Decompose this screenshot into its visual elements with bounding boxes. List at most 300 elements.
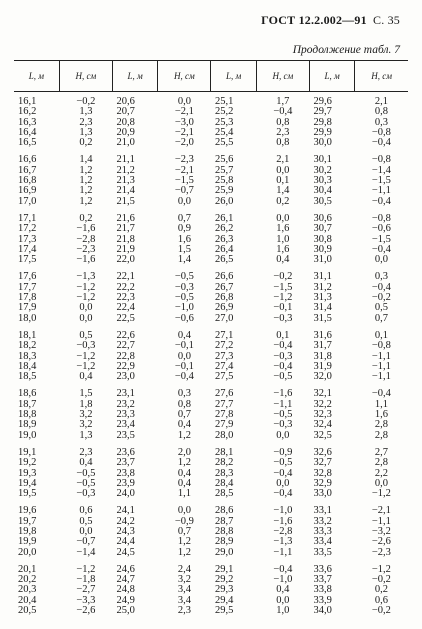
group-spacer [14,558,408,565]
length-cell: 16,9 [18,185,37,197]
height-cell: −1,1 [371,371,391,383]
length-cell: 31,2 [313,281,332,293]
height-cell: 1,0 [276,233,290,245]
height-cell: −0,6 [174,312,194,324]
length-cell: 19,3 [18,467,37,479]
length-cell: 24,5 [116,546,135,558]
height-cell: 3,2 [177,574,191,586]
height-cell: 1,2 [177,457,191,469]
height-cell: −0,4 [273,488,293,500]
height-cell: 2,3 [79,116,93,128]
length-cell: 24,2 [116,515,135,527]
height-cell: −1,5 [174,175,194,187]
height-cell: 2,8 [374,457,388,469]
length-cell: 20,9 [116,126,135,138]
table-header-row [14,61,408,92]
length-cell: 24,8 [116,584,135,596]
height-cell: 1,5 [79,388,93,400]
length-cell: 21,4 [116,185,135,197]
height-cell: −0,3 [273,312,293,324]
height-cell: −0,8 [371,126,391,138]
height-cell: −1,1 [273,398,293,410]
height-cell: −0,9 [273,446,293,458]
height-cell: −1,2 [76,292,96,304]
length-cell: 29,3 [214,584,234,596]
column-header: L, м [309,61,354,92]
length-cell: 21,1 [116,154,135,166]
height-cell: −0,3 [76,340,96,352]
height-cell: 0,3 [374,116,388,128]
height-cell: 0,8 [374,106,388,118]
length-cell: 31,4 [313,302,332,314]
length-cell: 21,3 [116,175,135,187]
table-row [14,606,408,616]
height-cell: 0,4 [79,371,93,383]
height-cell: 0,0 [374,254,388,266]
table-row [14,489,408,499]
length-cell: 17,9 [18,302,37,314]
height-cell: 0,5 [374,302,388,314]
length-cell: 31,5 [313,312,332,324]
group-spacer [14,382,408,389]
table-row [14,314,408,324]
height-cell: −0,4 [371,388,391,400]
height-cell: −1,0 [273,505,293,517]
height-cell: −0,2 [371,574,391,586]
length-cell: 21,9 [116,243,135,255]
length-cell: 24,1 [116,505,135,517]
length-cell: 21,6 [116,212,135,224]
length-cell: 32,9 [313,477,332,489]
length-cell: 19,4 [18,477,37,489]
height-cell: 0,3 [374,271,388,283]
length-cell: 23,1 [116,388,135,400]
height-cell: −1,0 [273,574,293,586]
table-row [14,118,408,128]
height-cell: 1,2 [79,185,93,197]
table-row [14,548,408,558]
table-row [14,303,408,313]
height-cell: −1,5 [371,233,391,245]
length-cell: 33,1 [313,505,332,517]
table-row [14,372,408,382]
height-cell: 0,0 [276,429,290,441]
height-cell: 0,5 [79,329,93,341]
length-cell: 31,7 [313,340,332,352]
column-header: H, см [256,61,309,92]
height-cell: 0,0 [177,96,191,107]
height-cell: −1,2 [76,281,96,293]
table-row [14,214,408,224]
length-cell: 21,7 [116,223,135,235]
height-cell: −0,4 [273,340,293,352]
length-cell: 17,5 [18,254,37,266]
length-cell: 24,4 [116,536,135,548]
height-cell: 1,2 [177,429,191,441]
length-cell: 16,4 [18,126,37,138]
height-cell: 0,0 [276,164,290,176]
length-cell: 17,3 [18,233,37,245]
height-cell: 1,2 [79,164,93,176]
length-cell: 18,1 [18,329,37,341]
height-cell: 0,8 [177,398,191,410]
table-row [14,176,408,186]
length-cell: 17,7 [18,281,37,293]
height-cell: 2,3 [177,605,191,617]
length-cell: 17,8 [18,292,37,304]
length-cell: 31,9 [313,360,332,372]
height-cell: 0,7 [177,525,191,537]
group-spacer [14,441,408,448]
length-cell: 32,4 [313,419,332,431]
height-cell: 3,4 [177,584,191,596]
table-row [14,92,408,108]
table-row [14,224,408,234]
group-spacer [14,265,408,272]
column-header: L, м [112,61,157,92]
height-cell: −2,1 [174,164,194,176]
length-cell: 22,9 [116,360,135,372]
group-spacer [14,499,408,506]
length-cell: 21,0 [116,137,135,149]
height-cell: 2,2 [374,467,388,479]
height-cell: −2,1 [371,505,391,517]
length-cell: 20,1 [18,563,37,575]
length-cell: 24,3 [116,525,135,537]
length-cell: 26,3 [214,233,234,245]
length-cell: 19,9 [18,536,37,548]
length-cell: 29,1 [214,563,234,575]
length-cell: 17,1 [18,212,37,224]
length-cell: 33,2 [313,515,332,527]
length-cell: 28,8 [214,525,234,537]
length-cell: 18,9 [18,419,37,431]
length-cell: 17,2 [18,223,37,235]
height-cell: 0,7 [177,212,191,224]
height-cell: −1,8 [76,574,96,586]
length-cell: 28,0 [214,429,234,441]
height-cell: 0,8 [276,137,290,149]
table-row [14,565,408,575]
height-cell: −2,8 [273,525,293,537]
length-cell: 23,4 [116,419,135,431]
length-cell: 16,2 [18,106,37,118]
length-cell: 27,4 [214,360,234,372]
length-cell: 28,3 [214,467,234,479]
table-row [14,272,408,282]
height-cell: 1,3 [79,429,93,441]
length-cell: 18,8 [18,409,37,421]
height-cell: −2,1 [174,106,194,118]
height-cell: −0,4 [273,563,293,575]
length-cell: 24,6 [116,563,135,575]
height-cell: −1,1 [371,515,391,527]
height-cell: 0,2 [374,584,388,596]
length-cell: 18,7 [18,398,37,410]
group-spacer [14,324,408,331]
height-cell: −1,1 [273,546,293,558]
length-cell: 23,8 [116,467,135,479]
column-header: H, см [158,61,211,92]
height-cell: 2,8 [374,429,388,441]
length-cell: 34,0 [313,605,332,617]
height-cell: −1,6 [273,388,293,400]
length-cell: 21,5 [116,195,135,207]
length-cell: 22,4 [116,302,135,314]
height-cell: 2,1 [276,154,290,166]
length-cell: 28,2 [214,457,234,469]
table-row [14,585,408,595]
length-cell: 19,1 [18,446,37,458]
length-cell: 29,0 [214,546,234,558]
length-cell: 16,8 [18,175,37,187]
height-cell: −2,3 [174,154,194,166]
height-cell: −0,2 [371,605,391,617]
height-cell: −1,6 [76,254,96,266]
table-row [14,166,408,176]
length-cell: 23,6 [116,446,135,458]
height-cell: −2,1 [174,126,194,138]
height-cell: 0,2 [79,212,93,224]
column-header: L, м [211,61,256,92]
length-cell: 32,6 [313,446,332,458]
height-cell: 0,4 [177,467,191,479]
height-cell: 0,1 [374,329,388,341]
length-cell: 24,0 [116,488,135,500]
length-cell: 19,5 [18,488,37,500]
length-cell: 18,4 [18,360,37,372]
length-cell: 18,2 [18,340,37,352]
length-cell: 26,0 [214,195,234,207]
length-cell: 23,0 [116,371,135,383]
table-row [14,448,408,458]
length-cell: 33,6 [313,563,332,575]
height-cell: −1,4 [76,546,96,558]
table-row [14,517,408,527]
height-cell: 1,1 [374,398,388,410]
length-cell: 26,4 [214,243,234,255]
height-cell: 0,0 [79,525,93,537]
height-cell: 0,0 [276,477,290,489]
length-cell: 28,7 [214,515,234,527]
length-cell: 22,2 [116,281,135,293]
length-cell: 19,7 [18,515,37,527]
height-cell: −3,0 [174,116,194,128]
table-row [14,389,408,399]
height-cell: −0,2 [371,292,391,304]
length-cell: 33,7 [313,574,332,586]
height-cell: −1,2 [76,350,96,362]
height-cell: 1,2 [79,195,93,207]
length-cell: 20,8 [116,116,135,128]
length-cell: 25,9 [214,185,234,197]
length-cell: 22,3 [116,292,135,304]
height-cell: −0,7 [174,185,194,197]
height-cell: −0,8 [371,340,391,352]
length-cell: 20,2 [18,574,37,586]
length-cell: 16,7 [18,164,37,176]
table-row [14,235,408,245]
length-cell: 22,0 [116,254,135,266]
length-cell: 19,6 [18,505,37,517]
height-cell: 1,8 [79,398,93,410]
height-cell: 1,6 [276,223,290,235]
table-row [14,469,408,479]
height-cell: −0,6 [371,223,391,235]
length-cell: 20,7 [116,106,135,118]
height-cell: −1,2 [371,488,391,500]
table-row [14,293,408,303]
length-cell: 26,5 [214,254,234,266]
length-cell: 26,8 [214,292,234,304]
height-cell: −1,1 [371,350,391,362]
length-cell: 29,6 [313,96,332,107]
height-cell: −0,3 [273,419,293,431]
height-cell: 1,4 [177,254,191,266]
height-cell: 0,0 [177,195,191,207]
height-cell: −2,6 [76,605,96,617]
height-cell: −0,4 [273,467,293,479]
table-row [14,341,408,351]
length-cell: 25,3 [214,116,234,128]
table-row [14,362,408,372]
length-cell: 22,1 [116,271,135,283]
table-row [14,527,408,537]
height-cell: 2,3 [276,126,290,138]
length-cell: 16,3 [18,116,37,128]
height-cell: −2,0 [174,137,194,149]
length-cell: 30,2 [313,164,332,176]
height-cell: −2,3 [76,243,96,255]
height-cell: 0,8 [276,116,290,128]
page-number: С. 35 [372,13,400,27]
length-cell: 27,0 [214,312,234,324]
height-cell: 3,4 [177,594,191,606]
height-cell: 1,3 [79,106,93,118]
height-cell: 0,4 [276,254,290,266]
length-cell: 32,5 [313,429,332,441]
length-cell: 21,8 [116,233,135,245]
length-cell: 27,9 [214,419,234,431]
table-row [14,255,408,265]
height-cell: −0,3 [174,281,194,293]
height-cell: −0,9 [174,515,194,527]
length-cell: 27,3 [214,350,234,362]
length-cell: 32,8 [313,467,332,479]
height-cell: −0,4 [273,106,293,118]
length-cell: 28,6 [214,505,234,517]
height-cell: −1,0 [174,302,194,314]
height-cell: 0,1 [276,175,290,187]
length-cell: 28,4 [214,477,234,489]
height-cell: −1,5 [371,175,391,187]
height-cell: −0,8 [371,212,391,224]
table-row [14,138,408,148]
column-header: L, м [14,61,59,92]
length-cell: 23,5 [116,429,135,441]
height-cell: −2,7 [76,584,96,596]
height-cell: 2,7 [374,446,388,458]
group-spacer [14,207,408,214]
length-cell: 30,1 [313,154,332,166]
height-cell: 3,2 [79,409,93,421]
height-cell: −0,5 [273,457,293,469]
length-cell: 22,7 [116,340,135,352]
length-cell: 26,7 [214,281,234,293]
length-cell: 27,1 [214,329,234,341]
length-cell: 31,3 [313,292,332,304]
height-cell: 0,4 [79,457,93,469]
height-cell: 0,2 [276,195,290,207]
height-cell: −0,5 [76,467,96,479]
height-cell: −0,4 [273,360,293,372]
height-cell: 0,3 [177,388,191,400]
height-cell: 0,7 [374,312,388,324]
height-cell: −1,1 [371,185,391,197]
length-cell: 30,6 [313,212,332,224]
length-cell: 30,7 [313,223,332,235]
table-row [14,575,408,585]
height-cell: −0,5 [273,409,293,421]
length-cell: 25,2 [214,106,234,118]
length-cell: 23,7 [116,457,135,469]
measurement-table [14,60,408,616]
length-cell: 33,4 [313,536,332,548]
height-cell: 0,2 [79,137,93,149]
length-cell: 30,5 [313,195,332,207]
length-cell: 18,0 [18,312,37,324]
length-cell: 32,1 [313,388,332,400]
height-cell: −0,4 [371,281,391,293]
height-cell: 2,4 [177,563,191,575]
height-cell: −2,6 [371,536,391,548]
height-cell: 1,3 [79,126,93,138]
length-cell: 28,9 [214,536,234,548]
table-row [14,420,408,430]
length-cell: 25,0 [116,605,135,617]
length-cell: 29,7 [313,106,332,118]
length-cell: 17,0 [18,195,37,207]
length-cell: 18,3 [18,350,37,362]
length-cell: 24,9 [116,594,135,606]
length-cell: 31,0 [313,254,332,266]
height-cell: 0,0 [177,505,191,517]
length-cell: 26,9 [214,302,234,314]
length-cell: 33,8 [313,584,332,596]
height-cell: 0,1 [276,329,290,341]
length-cell: 32,2 [313,398,332,410]
length-cell: 31,8 [313,350,332,362]
height-cell: −0,5 [273,371,293,383]
height-cell: −1,5 [273,281,293,293]
length-cell: 16,1 [18,96,37,107]
height-cell: 0,6 [374,594,388,606]
height-cell: −1,3 [76,271,96,283]
length-cell: 23,3 [116,409,135,421]
height-cell: −1,6 [273,515,293,527]
length-cell: 25,6 [214,154,234,166]
height-cell: 0,0 [79,312,93,324]
table-continuation-label: Продолжение табл. 7 [292,44,400,56]
height-cell: −0,4 [174,371,194,383]
length-cell: 18,6 [18,388,37,400]
length-cell: 31,6 [313,329,332,341]
height-cell: 0,5 [79,515,93,527]
height-cell: −0,1 [174,360,194,372]
table-row [14,107,408,117]
height-cell: 1,2 [177,536,191,548]
length-cell: 27,8 [214,409,234,421]
